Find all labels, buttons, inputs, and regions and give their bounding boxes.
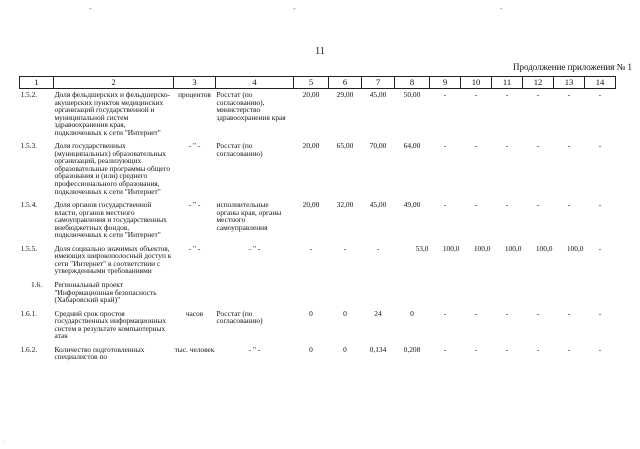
value-cell: - (474, 344, 478, 354)
indicator-table (19, 76, 616, 365)
value-cell: 45,00 (369, 200, 387, 210)
value-cell: 20,00 (302, 90, 320, 99)
value-cell: - (505, 308, 509, 318)
row-number: 1.5.4. (20, 200, 38, 210)
col-header-8: 8 (395, 77, 430, 89)
value-cell: - (598, 200, 602, 210)
indicator-name: Доля фельдшерских и фельдшерско-акушерских пунктов медицинских организаций государственной и муниципальной систем здравоохранения края, подключенных к сети "Интернет" (54, 90, 171, 137)
value-cell: - (505, 200, 509, 210)
value-cell: - (309, 243, 313, 253)
value-cell: - (376, 243, 380, 253)
value-cell: 49,00 (403, 200, 421, 210)
value-cell: 0 (343, 308, 347, 318)
value-cell: - (598, 243, 602, 253)
col-header-2: 2 (54, 77, 174, 89)
value-cell (362, 279, 395, 308)
value-cell: - (443, 200, 447, 210)
value-cell: 70,00 (369, 141, 387, 151)
table-row (20, 243, 616, 279)
value-cell (395, 279, 430, 308)
unit: процентов (178, 90, 211, 99)
responsible: - " - (248, 344, 261, 354)
value-cell: - (567, 344, 571, 354)
value-cell: - (598, 308, 602, 318)
unit: часов (185, 308, 204, 318)
header-row (20, 77, 616, 89)
indicator-name: Количество подготовленных специалистов по (54, 344, 145, 362)
unit: тыс. человек (174, 344, 215, 354)
value-cell: 100,0 (566, 243, 584, 253)
value-cell: 0,134 (369, 344, 387, 354)
continuation-label: Продолжение приложения № 1 (512, 62, 632, 72)
value-cell: 0 (309, 308, 313, 318)
value-cell: 100,0 (442, 243, 460, 253)
value-cell: 65,00 (336, 141, 354, 151)
value-cell: 100,0 (535, 243, 553, 253)
value-cell: - (567, 308, 571, 318)
value-cell: 100,0 (504, 243, 522, 253)
unit: - " - (188, 200, 201, 210)
value-cell: - (505, 141, 509, 151)
col-header-14: 14 (585, 77, 616, 89)
table-row (20, 279, 616, 308)
value-cell (585, 279, 616, 308)
value-cell: 32,00 (336, 200, 354, 210)
table-row (20, 344, 616, 365)
col-header-9: 9 (430, 77, 461, 89)
value-cell: 0 (343, 344, 347, 354)
responsible: Росстат (по согласованию), министерство здравоохранения края (216, 90, 286, 122)
value-cell: - (536, 90, 540, 99)
row-number: 1.6.1. (20, 308, 38, 318)
value-cell: 24 (374, 308, 382, 318)
value-cell: - (474, 90, 478, 99)
value-cell: - (443, 344, 447, 354)
project-name: Региональный проект "Информационная безопасность (Хабаровский край)" (54, 280, 157, 305)
unit (174, 279, 216, 308)
value-cell (523, 279, 554, 308)
indicator-name: Доля органов государственной власти, органов местного самоуправления и государственных внебюджетных фондов, подключенных к сети "Интернет" (54, 200, 167, 240)
col-header-3: 3 (174, 77, 216, 89)
value-cell: 45,00 (369, 90, 387, 99)
col-header-10: 10 (461, 77, 492, 89)
responsible (216, 279, 294, 308)
value-cell: - (567, 90, 571, 99)
value-cell: - (567, 200, 571, 210)
value-cell: 53,0 (415, 243, 429, 253)
value-cell: - (474, 308, 478, 318)
value-cell: 29,00 (336, 90, 354, 99)
row-number: 1.5.3. (20, 141, 38, 151)
row-number: 1.5.5. (20, 243, 38, 253)
table-row (20, 199, 616, 243)
value-cell: - (598, 141, 602, 151)
table-row (20, 89, 616, 141)
table-row (20, 140, 616, 199)
value-cell: - (505, 344, 509, 354)
value-cell: - (536, 344, 540, 354)
value-cell: - (598, 344, 602, 354)
value-cell: - (443, 308, 447, 318)
value-cell: - (567, 141, 571, 151)
value-cell (492, 279, 523, 308)
col-header-5: 5 (294, 77, 329, 89)
value-cell: 50,00 (403, 90, 421, 99)
value-cell (329, 279, 362, 308)
indicator-name: Средний срок простоя государственных информационных систем в результате компьютерных атак (54, 308, 167, 341)
value-cell: - (474, 200, 478, 210)
value-cell: - (443, 90, 447, 99)
col-header-7: 7 (362, 77, 395, 89)
col-header-11: 11 (492, 77, 523, 89)
col-header-4: 4 (216, 77, 294, 89)
col-header-6: 6 (329, 77, 362, 89)
value-cell: 0,208 (403, 344, 421, 354)
value-cell (430, 279, 461, 308)
col-header-12: 12 (523, 77, 554, 89)
responsible: - " - (248, 243, 261, 253)
value-cell: 100,0 (473, 243, 491, 253)
top-mark-2: - (293, 4, 296, 13)
indicator-name: Доля государственных (муниципальных) образовательных организаций, реализующих образовательные программы общего образования и (или) среднего профессионального образования, подключенных к сети "Интернет" (54, 141, 171, 196)
top-mark-1: - (89, 4, 92, 13)
value-cell: - (598, 90, 602, 99)
row-number: 1.6. (30, 280, 43, 290)
value-cell: 0 (309, 344, 313, 354)
value-cell (554, 279, 585, 308)
value-cell: - (474, 141, 478, 151)
value-cell: - (505, 90, 509, 99)
unit: - " - (188, 141, 201, 151)
value-cell (294, 279, 329, 308)
value-cell: - (536, 200, 540, 210)
value-cell: 64,00 (403, 141, 421, 151)
responsible: исполнительные органы края, органы местного самоуправления (216, 200, 282, 232)
value-cell: - (443, 141, 447, 151)
unit: - " - (188, 243, 201, 253)
indicator-name: Доля социально значимых объектов, имеющих широкополосный доступ к сети "Интернет" в соответствии с утвержденными требованиями (54, 243, 172, 276)
value-cell: - (343, 243, 347, 253)
table-row (20, 308, 616, 344)
responsible: Росстат (по согласованию) (216, 308, 263, 326)
col-header-13: 13 (554, 77, 585, 89)
value-cell: - (536, 308, 540, 318)
edge-mark: ' (4, 441, 6, 447)
responsible: Росстат (по согласованию) (216, 141, 263, 158)
value-cell: 20,00 (302, 141, 320, 151)
row-number: 1.5.2. (20, 90, 38, 99)
value-cell: 20,00 (302, 200, 320, 210)
value-cell (461, 279, 492, 308)
value-cell: - (536, 141, 540, 151)
value-cell: 0 (410, 308, 414, 318)
top-mark-3: - (500, 4, 503, 13)
row-number: 1.6.2. (20, 344, 38, 354)
page-number: 11 (315, 46, 325, 57)
col-header-1: 1 (20, 77, 54, 89)
